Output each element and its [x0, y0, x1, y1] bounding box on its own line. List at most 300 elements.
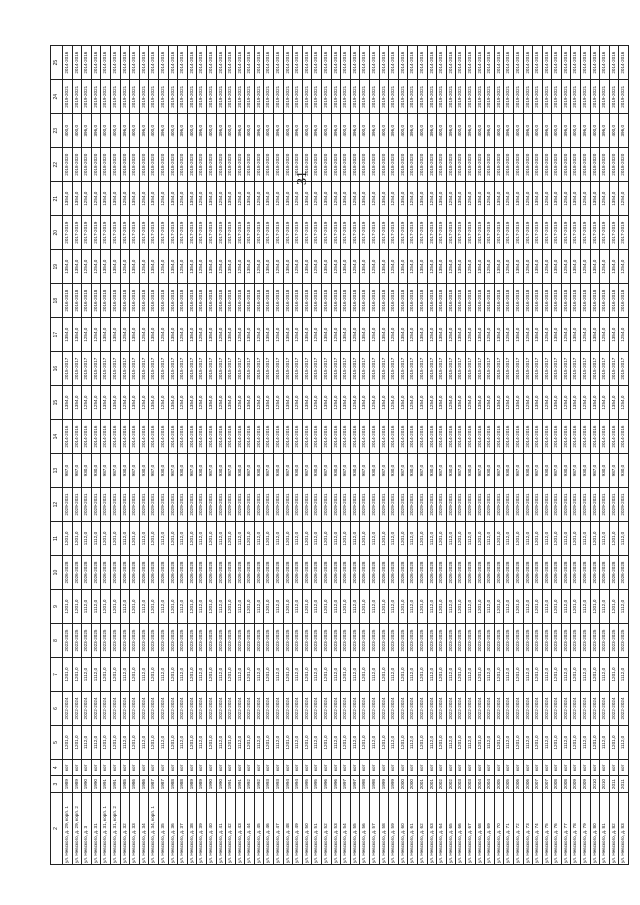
table-cell: 2014-2016: [187, 420, 197, 454]
table-cell: 1201,0: [379, 725, 389, 759]
table-cell: 1112,0: [235, 522, 245, 556]
table-cell: 1201,0: [72, 522, 82, 556]
table-cell: 2019-2021: [533, 80, 543, 114]
table-cell: 2023-2025: [542, 624, 552, 658]
table-cell: 2014-2016: [187, 46, 197, 80]
table-cell: 2017-2019: [149, 216, 159, 250]
table-cell: 1998: [360, 776, 370, 792]
table-cell: 2029-2031: [408, 488, 418, 522]
table-cell: кот: [63, 759, 73, 775]
table-row: [513, 46, 523, 865]
table-cell: 1112,0: [504, 658, 514, 692]
table-cell: 2019-2021: [456, 80, 466, 114]
table-cell: 987,0: [168, 454, 178, 488]
table-cell: 2019-2021: [379, 80, 389, 114]
table-cell: 2019-2021: [360, 80, 370, 114]
table-cell: 1201,0: [437, 522, 447, 556]
table-cell: 1354,0: [494, 318, 504, 352]
table-cell: 2016-2018: [456, 284, 466, 318]
table-cell: 2016-2018: [437, 284, 447, 318]
table-cell: 1254,0: [581, 386, 591, 420]
table-cell: 2015-2017: [216, 352, 226, 386]
table-cell: 400,0: [398, 114, 408, 148]
table-cell: 2026-2028: [226, 556, 236, 590]
address-cell: ул. Невского, д. 31, корп. 1: [101, 792, 111, 864]
table-cell: 1112,0: [427, 522, 437, 556]
table-cell: 2019-2021: [590, 80, 600, 114]
table-cell: 2015-2017: [494, 352, 504, 386]
table-cell: 2026-2028: [341, 556, 351, 590]
table-cell: 987,0: [72, 454, 82, 488]
table-cell: 1201,0: [609, 590, 619, 624]
table-cell: 987,0: [533, 454, 543, 488]
table-cell: 1354,0: [552, 182, 562, 216]
table-cell: 1112,0: [427, 658, 437, 692]
table-cell: 1112,0: [197, 658, 207, 692]
table-cell: 1254,0: [600, 182, 610, 216]
table-cell: 2014-2016: [245, 420, 255, 454]
table-cell: 2015-2017: [149, 352, 159, 386]
table-row: [254, 46, 264, 865]
column-header: 22: [51, 148, 63, 182]
table-cell: 1201,0: [513, 590, 523, 624]
table-cell: 1354,0: [101, 318, 111, 352]
table-cell: 2018-2020: [91, 148, 101, 182]
table-cell: 400,0: [206, 114, 216, 148]
table-cell: 2014-2016: [609, 420, 619, 454]
table-cell: 2019-2021: [226, 80, 236, 114]
table-cell: 1201,0: [475, 590, 485, 624]
table-cell: 2018-2020: [235, 148, 245, 182]
table-cell: 2023-2025: [370, 624, 380, 658]
table-cell: 1254,0: [370, 182, 380, 216]
table-cell: 1201,0: [302, 725, 312, 759]
table-cell: 396,0: [485, 114, 495, 148]
table-cell: 2014-2016: [571, 46, 581, 80]
address-cell: ул. Невского, д. 53: [331, 792, 341, 864]
table-cell: кот: [235, 759, 245, 775]
table-cell: 1201,0: [168, 522, 178, 556]
table-cell: 1254,0: [197, 318, 207, 352]
table-cell: 2014-2016: [302, 420, 312, 454]
table-cell: 2022-2024: [581, 691, 591, 725]
table-cell: 1254,0: [293, 250, 303, 284]
table-cell: 1993: [274, 776, 284, 792]
table-cell: 2015-2017: [322, 352, 332, 386]
table-cell: 1254,0: [542, 386, 552, 420]
table-cell: 2017-2019: [590, 216, 600, 250]
table-cell: 1254,0: [370, 250, 380, 284]
table-cell: 2018-2020: [226, 148, 236, 182]
table-cell: 1201,0: [63, 590, 73, 624]
table-cell: 930,0: [542, 454, 552, 488]
table-cell: 1354,0: [63, 182, 73, 216]
table-cell: 2001: [427, 776, 437, 792]
table-cell: 400,0: [360, 114, 370, 148]
table-cell: 2014-2016: [91, 46, 101, 80]
column-header: 3: [51, 776, 63, 792]
table-cell: 1201,0: [168, 725, 178, 759]
table-cell: 2023-2025: [475, 624, 485, 658]
table-row: [341, 46, 351, 865]
table-cell: 2014-2016: [619, 420, 629, 454]
table-cell: 2018-2020: [581, 148, 591, 182]
table-row: [619, 46, 629, 865]
table-cell: 2017-2019: [82, 216, 92, 250]
table-cell: 2018-2020: [322, 148, 332, 182]
table-cell: 2014-2016: [235, 420, 245, 454]
table-cell: 400,0: [101, 114, 111, 148]
table-row: [542, 46, 552, 865]
table-cell: 2022-2024: [245, 691, 255, 725]
table-cell: 930,0: [139, 454, 149, 488]
table-cell: 2026-2028: [139, 556, 149, 590]
table-cell: 1112,0: [408, 725, 418, 759]
table-cell: 1254,0: [235, 182, 245, 216]
table-cell: 2019-2021: [101, 80, 111, 114]
table-cell: 400,0: [552, 114, 562, 148]
table-cell: кот: [600, 759, 610, 775]
table-cell: 1112,0: [561, 590, 571, 624]
table-cell: 1112,0: [91, 725, 101, 759]
address-cell: ул. Невского, д. 39: [197, 792, 207, 864]
table-cell: 2014-2016: [417, 420, 427, 454]
table-cell: 2018-2020: [600, 148, 610, 182]
table-cell: 2023-2025: [600, 624, 610, 658]
table-cell: 2017-2019: [91, 216, 101, 250]
table-row: [446, 46, 456, 865]
table-cell: 2017-2019: [178, 216, 188, 250]
table-cell: 1112,0: [561, 725, 571, 759]
table-cell: 2023-2025: [293, 624, 303, 658]
address-cell: ул. Невского, д. 34, корп. 1: [149, 792, 159, 864]
table-cell: 1112,0: [331, 522, 341, 556]
table-cell: 2017-2019: [533, 216, 543, 250]
address-cell: ул. Невского, д. 29, корп. 1: [63, 792, 73, 864]
table-cell: 2022-2024: [350, 691, 360, 725]
table-cell: 2022-2024: [101, 691, 111, 725]
table-cell: 2029-2031: [322, 488, 332, 522]
table-cell: 1112,0: [370, 522, 380, 556]
table-cell: 396,0: [446, 114, 456, 148]
table-cell: 1996: [331, 776, 341, 792]
address-cell: ул. Невского, д. 81: [600, 792, 610, 864]
table-cell: 1112,0: [254, 522, 264, 556]
table-cell: 2014-2016: [427, 420, 437, 454]
table-cell: 2023-2025: [91, 624, 101, 658]
table-cell: 1254,0: [120, 386, 130, 420]
table-cell: 2022-2024: [168, 691, 178, 725]
table-cell: 1112,0: [485, 590, 495, 624]
table-cell: 2029-2031: [465, 488, 475, 522]
table-cell: 2022-2024: [360, 691, 370, 725]
table-cell: 2019-2021: [63, 80, 73, 114]
table-cell: кот: [293, 759, 303, 775]
table-cell: 1112,0: [197, 522, 207, 556]
table-cell: 2022-2024: [139, 691, 149, 725]
table-cell: 1201,0: [341, 590, 351, 624]
table-cell: 2002: [446, 776, 456, 792]
table-cell: 1201,0: [187, 725, 197, 759]
table-cell: 2026-2028: [322, 556, 332, 590]
table-cell: 2014-2016: [533, 420, 543, 454]
table-cell: 2022-2024: [494, 691, 504, 725]
table-cell: 2026-2028: [571, 556, 581, 590]
table-cell: 2023-2025: [379, 624, 389, 658]
table-cell: 2019-2021: [408, 80, 418, 114]
table-cell: 2023-2025: [274, 624, 284, 658]
table-cell: 1254,0: [504, 386, 514, 420]
table-cell: 1254,0: [91, 318, 101, 352]
table-cell: 1201,0: [226, 522, 236, 556]
table-cell: 2022-2024: [456, 691, 466, 725]
table-cell: 396,0: [91, 114, 101, 148]
table-cell: 2014-2016: [226, 420, 236, 454]
table-cell: 396,0: [274, 114, 284, 148]
table-cell: 1354,0: [379, 318, 389, 352]
table-cell: 2014-2016: [72, 420, 82, 454]
table-cell: 2017-2019: [101, 216, 111, 250]
table-cell: 2016-2018: [178, 284, 188, 318]
table-cell: 987,0: [226, 454, 236, 488]
table-cell: 1112,0: [178, 522, 188, 556]
table-cell: 2014-2016: [226, 46, 236, 80]
table-cell: 1354,0: [264, 250, 274, 284]
table-cell: 2016-2018: [187, 284, 197, 318]
table-cell: 1201,0: [590, 658, 600, 692]
table-cell: 400,0: [513, 114, 523, 148]
table-cell: 2014-2016: [283, 420, 293, 454]
table-cell: 2016-2018: [619, 284, 629, 318]
table-cell: 2014-2016: [216, 46, 226, 80]
table-cell: 2016-2018: [331, 284, 341, 318]
table-cell: 1201,0: [149, 590, 159, 624]
table-cell: кот: [561, 759, 571, 775]
table-cell: 1112,0: [350, 658, 360, 692]
table-cell: 1254,0: [254, 318, 264, 352]
column-header: 8: [51, 624, 63, 658]
table-cell: 2014-2016: [82, 420, 92, 454]
table-cell: 987,0: [130, 454, 140, 488]
table-cell: 2019-2021: [571, 80, 581, 114]
table-cell: кот: [216, 759, 226, 775]
table-cell: 2014-2016: [264, 420, 274, 454]
table-cell: 1112,0: [619, 522, 629, 556]
table-cell: 2018-2020: [283, 148, 293, 182]
table-cell: 1201,0: [456, 522, 466, 556]
table-cell: 2018-2020: [475, 148, 485, 182]
table-cell: 1201,0: [398, 658, 408, 692]
table-cell: 2029-2031: [158, 488, 168, 522]
table-cell: 2015-2017: [312, 352, 322, 386]
table-cell: 1201,0: [590, 590, 600, 624]
table-cell: 2018-2020: [302, 148, 312, 182]
table-cell: 1254,0: [389, 182, 399, 216]
table-cell: 1254,0: [82, 182, 92, 216]
table-cell: 1112,0: [446, 522, 456, 556]
table-cell: 2029-2031: [178, 488, 188, 522]
column-header: 6: [51, 691, 63, 725]
address-cell: ул. Невского, д. 40: [206, 792, 216, 864]
table-cell: кот: [158, 759, 168, 775]
table-cell: 2023-2025: [312, 624, 322, 658]
table-cell: 1993: [264, 776, 274, 792]
table-cell: 2014-2016: [475, 46, 485, 80]
table-cell: 930,0: [120, 454, 130, 488]
table-cell: 2019-2021: [322, 80, 332, 114]
table-cell: 1989: [63, 776, 73, 792]
table-cell: 1112,0: [350, 725, 360, 759]
table-cell: 1112,0: [465, 522, 475, 556]
address-cell: ул. Невского, д. 43: [235, 792, 245, 864]
table-cell: 2017-2019: [168, 216, 178, 250]
table-cell: 400,0: [533, 114, 543, 148]
table-cell: 2015-2017: [475, 352, 485, 386]
table-cell: 2029-2031: [130, 488, 140, 522]
table-cell: 2014-2016: [370, 46, 380, 80]
table-cell: 2018-2020: [389, 148, 399, 182]
address-cell: ул. Невского, д. 82: [609, 792, 619, 864]
table-cell: 2014-2016: [206, 420, 216, 454]
table-cell: 1112,0: [120, 522, 130, 556]
table-cell: 2017-2019: [571, 216, 581, 250]
table-cell: 1254,0: [485, 318, 495, 352]
table-row: [312, 46, 322, 865]
table-row: [101, 46, 111, 865]
table-cell: 2022-2024: [571, 691, 581, 725]
table-cell: 2029-2031: [523, 488, 533, 522]
table-cell: 1354,0: [130, 386, 140, 420]
table-cell: 1201,0: [609, 522, 619, 556]
column-header: 21: [51, 182, 63, 216]
table-cell: 2022-2024: [110, 691, 120, 725]
table-cell: 2026-2028: [370, 556, 380, 590]
table-cell: 2022-2024: [254, 691, 264, 725]
table-cell: 1354,0: [475, 250, 485, 284]
table-cell: 2014-2016: [561, 420, 571, 454]
table-cell: 2016-2018: [552, 284, 562, 318]
table-row: [302, 46, 312, 865]
table-cell: 2015-2017: [245, 352, 255, 386]
table-cell: 2022-2024: [178, 691, 188, 725]
table-cell: кот: [408, 759, 418, 775]
column-header: 17: [51, 318, 63, 352]
table-cell: 400,0: [168, 114, 178, 148]
table-cell: 2019-2021: [619, 80, 629, 114]
table-cell: 2017-2019: [379, 216, 389, 250]
table-row: [235, 46, 245, 865]
table-cell: 2014-2016: [360, 46, 370, 80]
table-cell: кот: [619, 759, 629, 775]
table-cell: 1112,0: [178, 658, 188, 692]
table-cell: 1254,0: [523, 182, 533, 216]
table-cell: 2026-2028: [149, 556, 159, 590]
table-cell: 1354,0: [63, 318, 73, 352]
address-cell: ул. Невского, д. 55: [350, 792, 360, 864]
table-cell: 2006: [513, 776, 523, 792]
table-cell: 1201,0: [398, 522, 408, 556]
address-cell: ул. Невского, д. 54: [341, 792, 351, 864]
table-cell: 930,0: [581, 454, 591, 488]
table-cell: 1254,0: [139, 386, 149, 420]
table-cell: 1112,0: [504, 590, 514, 624]
table-cell: 2014-2016: [322, 420, 332, 454]
table-cell: 2017-2019: [427, 216, 437, 250]
table-cell: 1112,0: [370, 725, 380, 759]
table-cell: 2015-2017: [168, 352, 178, 386]
table-cell: 396,0: [427, 114, 437, 148]
table-cell: 987,0: [302, 454, 312, 488]
table-cell: 2015-2017: [206, 352, 216, 386]
table-cell: 2022-2024: [389, 691, 399, 725]
table-cell: кот: [609, 759, 619, 775]
table-cell: 2029-2031: [561, 488, 571, 522]
table-cell: 2017-2019: [523, 216, 533, 250]
table-cell: 1354,0: [437, 386, 447, 420]
table-cell: 1112,0: [542, 590, 552, 624]
table-cell: 2016-2018: [417, 284, 427, 318]
table-cell: 1112,0: [197, 590, 207, 624]
address-cell: ул. Невского, д. 65: [446, 792, 456, 864]
table-cell: 2017-2019: [72, 216, 82, 250]
column-header: 4: [51, 759, 63, 775]
table-cell: 2017-2019: [465, 216, 475, 250]
table-cell: 2014-2016: [465, 420, 475, 454]
address-cell: ул. Невского, д. 46: [264, 792, 274, 864]
table-cell: 396,0: [178, 114, 188, 148]
table-cell: 2018-2020: [427, 148, 437, 182]
table-cell: 1112,0: [427, 590, 437, 624]
table-cell: 987,0: [437, 454, 447, 488]
table-cell: 1254,0: [120, 182, 130, 216]
table-cell: 1354,0: [322, 182, 332, 216]
table-cell: 2029-2031: [82, 488, 92, 522]
table-cell: 2029-2031: [187, 488, 197, 522]
table-cell: 1354,0: [456, 318, 466, 352]
table-cell: 2008: [552, 776, 562, 792]
table-cell: 1112,0: [581, 725, 591, 759]
table-cell: 1254,0: [389, 386, 399, 420]
table-cell: 987,0: [63, 454, 73, 488]
table-cell: 2014-2016: [523, 420, 533, 454]
table-cell: 1354,0: [168, 250, 178, 284]
table-cell: 2015-2017: [379, 352, 389, 386]
table-cell: 2015-2017: [130, 352, 140, 386]
table-cell: 1112,0: [389, 590, 399, 624]
table-cell: 1354,0: [168, 386, 178, 420]
table-cell: 1354,0: [379, 250, 389, 284]
table-cell: 400,0: [494, 114, 504, 148]
table-cell: 1254,0: [158, 182, 168, 216]
table-cell: кот: [523, 759, 533, 775]
table-cell: кот: [82, 759, 92, 775]
table-cell: 2015-2017: [235, 352, 245, 386]
table-cell: 2014-2016: [494, 46, 504, 80]
table-cell: 1254,0: [465, 182, 475, 216]
table-cell: 2023-2025: [437, 624, 447, 658]
table-cell: 1112,0: [561, 522, 571, 556]
table-cell: 2015-2017: [437, 352, 447, 386]
table-cell: 2014-2016: [139, 46, 149, 80]
table-cell: 1987: [149, 776, 159, 792]
table-cell: 2018-2020: [456, 148, 466, 182]
table-row: [197, 46, 207, 865]
table-cell: 2023-2025: [350, 624, 360, 658]
table-cell: 1112,0: [504, 725, 514, 759]
table-cell: 1112,0: [523, 725, 533, 759]
table-cell: 1354,0: [302, 250, 312, 284]
table-cell: 1112,0: [158, 590, 168, 624]
